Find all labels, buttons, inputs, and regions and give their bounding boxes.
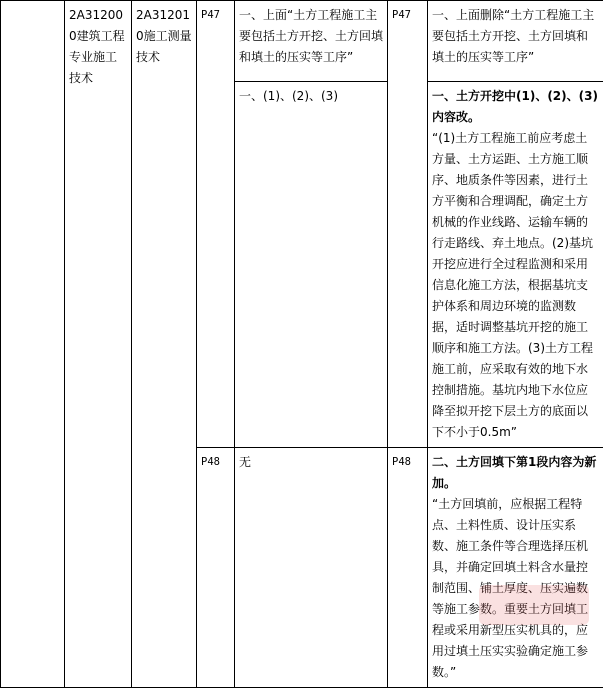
new-page-cell: P47 <box>388 1 428 448</box>
section-cell: 2A312010施工测量技术 <box>132 1 197 688</box>
change-heading: 一、土方开挖中(1)、(2)、(3)内容改。 <box>432 86 599 128</box>
change-heading: 二、土方回填下第1段内容为新加。 <box>432 452 599 494</box>
old-page-cell: P47 <box>197 1 235 448</box>
new-text-cell: 一、上面删除“土方工程施工主要包括土方开挖、土方回填和填土的压实等工序” <box>428 1 603 82</box>
change-body: “(1)土方工程施工前应考虑土方量、土方运距、土方施工顺序、地质条件等因素，进行土方平衡和合理调配，确定土方机械的作业线路、运输车辆的行走路线、弃土地点。(2)基坑开挖应进行全过程监测和采用信息化施工方法，根据基坑支护体系和周边环境的监测数据，适时调整基坑开挖的施工顺序和施工方法。(3)土方工程施工前，应采取有效的地下水控制措施。基坑内地下水位应降至拟开挖下层土方的底面以下不小于0.5m” <box>432 128 599 443</box>
old-page-cell: P48 <box>197 448 235 688</box>
new-text-cell <box>428 82 603 448</box>
old-text-cell: 一、上面“土方工程施工主要包括土方开挖、土方回填和填土的压实等工序” <box>235 1 388 82</box>
chapter-cell: 2A312000建筑工程专业施工技术 <box>65 1 132 688</box>
new-text-cell <box>428 448 603 688</box>
old-text-cell: 一、(1)、(2)、(3) <box>235 82 388 448</box>
old-text-cell: 无 <box>235 448 388 688</box>
blank-cell <box>1 1 65 688</box>
table-row <box>1 1 603 82</box>
new-page-cell: P48 <box>388 448 428 688</box>
change-body: “土方回填前，应根据工程特点、土料性质、设计压实系数、施工条件等合理选择压机具，并确定回填土料含水量控制范围、铺土厚度、压实遍数等施工参数。重要土方回填工程或采用新型压实机具的，应用过填土压实实验确定施工参数。” <box>432 494 599 683</box>
